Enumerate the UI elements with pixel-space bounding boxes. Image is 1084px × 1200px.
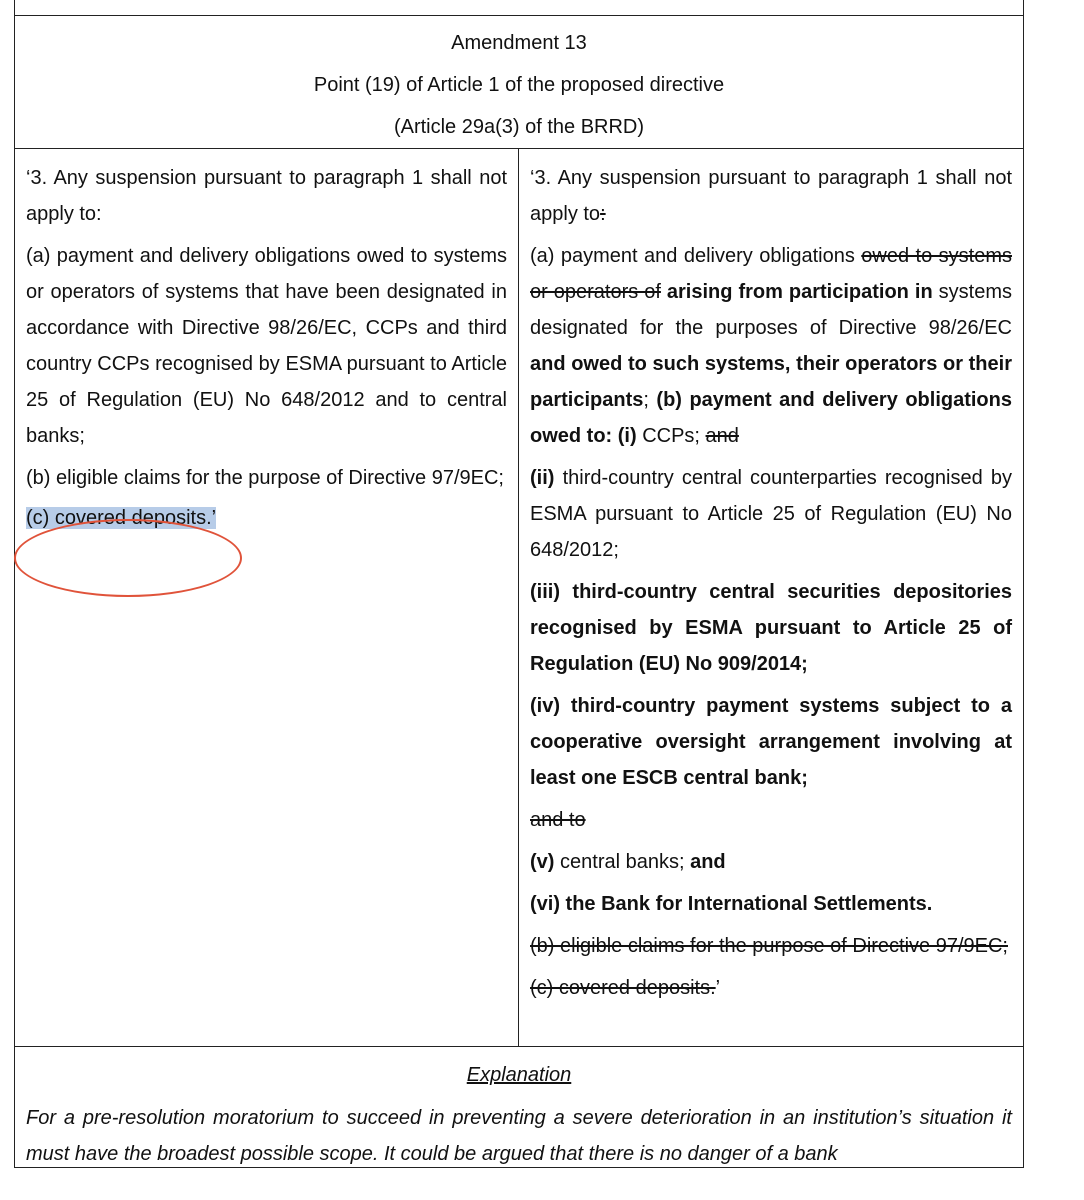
right-p2-inserted-2: and owed to such systems, their operators or their participants: [530, 353, 1012, 411]
right-ii-text: third-country central counterparties recognised by ESMA pursuant to Article 25 of Regulation (EU) No 648/2012;: [530, 467, 1012, 561]
header-bottom-rule: [14, 148, 1024, 149]
right-paragraph-ii: [530, 460, 1012, 568]
amendment-header: [14, 16, 1024, 142]
right-paragraph-iii: (iii) third-country central securities depositories recognised by ESMA pursuant to Article 25 of Regulation (EU) No 909/2014;: [530, 581, 1012, 675]
right-deleted-c-text: (c) covered deposits.: [530, 977, 716, 999]
left-paragraph-1: ‘3. Any suspension pursuant to paragraph 1 shall not apply to:: [26, 167, 507, 225]
columns-bottom-rule: [14, 1046, 1024, 1047]
right-p2-text-c: ;: [643, 389, 657, 411]
right-deleted-c: [530, 970, 1012, 1006]
right-p2-text-b: systems designated for the purposes of Directive 98/26/EC: [530, 281, 1012, 339]
right-deleted-and-to: and to: [530, 809, 586, 831]
amended-text-column: [530, 160, 1012, 1012]
red-circle-annotation: [14, 519, 242, 597]
right-ii-label: (ii): [530, 467, 555, 489]
right-v-label: (v): [530, 851, 555, 873]
right-p2-inserted-3: (b) payment and delivery obligations owed to: (i): [530, 389, 1012, 447]
explanation-text: For a pre-resolution moratorium to succeed in preventing a severe deterioration in an institution’s situation it must have the broadest possible scope. It could be argued that there is no danger of a bank: [26, 1107, 1012, 1165]
right-paragraph-iv: (iv) third-country payment systems subject to a cooperative oversight arrangement involving at least one ESCB central bank;: [530, 695, 1012, 789]
amendment-number: Amendment 13: [451, 32, 587, 54]
amendment-article: (Article 29a(3) of the BRRD): [393, 116, 645, 138]
right-p1-deleted: :: [600, 203, 606, 225]
right-p2-inserted-1: arising from participation in: [660, 281, 933, 303]
right-paragraph-vi: (vi) the Bank for International Settlements.: [530, 893, 933, 915]
right-paragraph-a: [530, 238, 1012, 454]
right-p2-text-a: (a) payment and delivery obligations: [530, 245, 862, 267]
right-paragraph-v: [530, 844, 1012, 880]
right-p2-deleted-2: and: [705, 425, 739, 447]
amendment-point: Point (19) of Article 1 of the proposed directive: [313, 74, 725, 96]
right-deleted-b: (b) eligible claims for the purpose of Directive 97/9EC;: [530, 935, 1008, 957]
explanation-heading: Explanation: [466, 1064, 572, 1086]
right-paragraph-1: [530, 160, 1012, 232]
proposed-text-column: [26, 160, 507, 542]
right-closing-quote: ’: [715, 977, 721, 999]
right-v-and: and: [690, 851, 726, 873]
highlighted-covered-deposits: (c) covered deposits.’: [26, 507, 217, 529]
right-p2-deleted-1: owed to systems or operators of: [530, 245, 1012, 303]
left-paragraph-a: (a) payment and delivery obligations owed to systems or operators of systems that have been designated in accordance with Directive 98/26/EC, CCPs and third country CCPs recognised by ESMA pursuant to Article 25 of Regulation (EU) No 648/2012 and to central banks;: [26, 245, 507, 447]
left-paragraph-b: (b) eligible claims for the purpose of Directive 97/9EC;: [26, 467, 504, 489]
right-p2-text-d: CCPs;: [636, 425, 706, 447]
right-v-text: central banks;: [554, 851, 691, 873]
right-p1-text: ‘3. Any suspension pursuant to paragraph 1 shall not apply to: [530, 167, 1012, 225]
column-divider: [518, 148, 519, 1046]
